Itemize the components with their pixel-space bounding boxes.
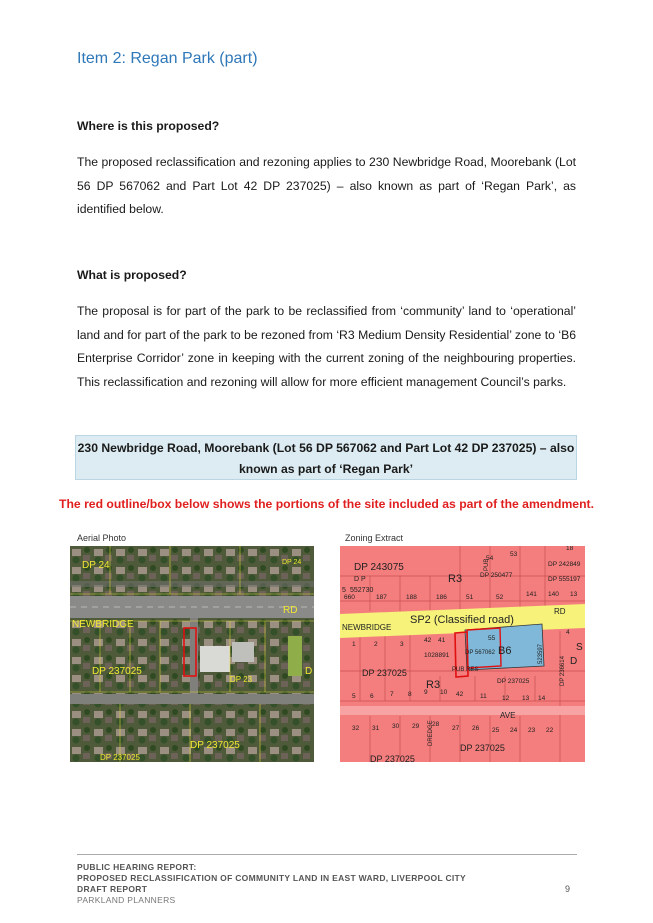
- zoning-extract-label: Zoning Extract: [345, 533, 404, 543]
- zone-text-r3-bottom: R3: [426, 679, 441, 691]
- zone-text-dp523597: 523597: [538, 643, 544, 664]
- lot-number-label: 30: [392, 723, 400, 730]
- lot-number-label: 2: [374, 641, 378, 648]
- section-heading-where: Where is this proposed?: [77, 119, 220, 133]
- lot-number-label: 55: [488, 635, 496, 642]
- caption-line-1: 230 Newbridge Road, Moorebank (Lot 56 DP 567062 and Part Lot 42 DP 237025) – also: [77, 441, 575, 455]
- lot-number-label: 25: [492, 727, 500, 734]
- zone-text-five: 5: [342, 587, 346, 594]
- lot-number-label: 10: [440, 689, 448, 696]
- zone-text-newbridge: NEWBRIDGE: [342, 623, 392, 632]
- amendment-note: The red outline/box below shows the portions of the site included as part of the amendment.: [59, 497, 594, 511]
- lot-number-label: 51: [466, 594, 474, 601]
- lot-number-label: 8: [408, 691, 412, 698]
- lot-number-label: 14: [538, 695, 546, 702]
- lot-number-label: 188: [406, 594, 417, 601]
- lot-number-label: 12: [502, 695, 510, 702]
- footer-divider: [77, 854, 577, 855]
- lot-number-label: 187: [376, 594, 387, 601]
- zone-text-pub-res: PUB RES: [452, 667, 479, 673]
- section-body-where: The proposed reclassification and rezoning applies to 230 Newbridge Road, Moorebank (Lot 56 DP 567062 and Part Lot 42 DP 237025) – also known as part of ‘Regan Park’, as identified below.: [77, 155, 576, 216]
- lot-number-label: 186: [436, 594, 447, 601]
- lot-number-label: 29: [412, 723, 420, 730]
- aerial-text-5: DP 237025: [92, 666, 142, 677]
- lot-number-label: 27: [452, 725, 460, 732]
- section-body-what: The proposal is for part of the park to be reclassified from ‘community’ land to ‘operational’ land and for part of the park to be rezoned from ‘R3 Medium Density Residential’ zone to ‘B6 Enterprise Corridor’ zone in keeping with the current zoning of the neighbouring properties. This reclassification and rezoning will allow for more efficient management Council’s parks.: [77, 304, 576, 389]
- lot-number-label: 53: [510, 551, 518, 558]
- footer-line-1: PUBLIC HEARING REPORT:: [77, 862, 197, 872]
- lot-number-label: 24: [510, 727, 518, 734]
- aerial-photo-label: Aerial Photo: [77, 533, 127, 543]
- aerial-text-8: DP 237025: [100, 753, 140, 762]
- zone-text-sp2: SP2 (Classified road): [410, 614, 514, 626]
- zone-text-r3-top: R3: [448, 573, 463, 585]
- zone-text-pub: PUB: [484, 558, 490, 571]
- zone-text-dp242849: DP 242849: [548, 561, 581, 568]
- zone-text-dp: D P: [354, 576, 366, 583]
- aerial-text-1: DP 24: [82, 560, 110, 571]
- lot-number-label: 18: [566, 546, 574, 552]
- lot-number-label: 7: [390, 691, 394, 698]
- zone-text-dp237025-c: DP 237025: [460, 743, 505, 753]
- zone-text-rd: RD: [554, 607, 566, 616]
- lot-number-label: 28: [432, 721, 440, 728]
- zone-text-dp1028891: 1028891: [424, 652, 450, 659]
- zone-text-dp243075: DP 243075: [354, 562, 404, 573]
- lot-number-label: 42: [456, 691, 464, 698]
- lot-number-label: 23: [528, 727, 536, 734]
- lot-number-label: 26: [472, 725, 480, 732]
- zone-text-dp552730: 552730: [350, 587, 374, 594]
- zone-text-dredge: DREDGE: [428, 720, 434, 746]
- zone-text-dp555197: DP 555197: [548, 576, 581, 583]
- zone-text-s: S: [576, 642, 583, 653]
- lot-number-label: 6: [370, 693, 374, 700]
- lot-number-label: 31: [372, 725, 380, 732]
- aerial-text-3: RD: [283, 605, 298, 616]
- zone-text-dp567062: DP 567062: [465, 650, 495, 656]
- aerial-text-7: DP 237025: [190, 740, 240, 751]
- zone-text-d: D: [570, 656, 578, 667]
- site-caption-box: [75, 435, 577, 480]
- lot-number-label: 41: [438, 637, 446, 644]
- aerial-photo-map: [70, 546, 314, 762]
- zone-text-dp237025-a: DP 237025: [362, 668, 407, 678]
- zone-text-dp250477: DP 250477: [480, 572, 513, 579]
- lot-number-label: 3: [400, 641, 404, 648]
- aerial-text-4: NEWBRIDGE: [72, 619, 134, 630]
- zone-text-dp237025-b: DP 237025: [497, 678, 530, 685]
- lot-number-label: 11: [480, 693, 487, 700]
- section-heading-what: What is proposed?: [77, 268, 187, 282]
- zone-text-b6: B6: [498, 645, 512, 657]
- lot-number-label: 4: [566, 629, 570, 636]
- aerial-text-2: DP 24: [282, 559, 302, 566]
- lot-number-label: 42: [424, 637, 432, 644]
- aerial-text-6: DP 23: [230, 675, 253, 684]
- lot-number-label: 140: [548, 591, 559, 598]
- zone-text-ave: AVE: [500, 711, 516, 720]
- lot-number-label: 52: [496, 594, 504, 601]
- zone-text-dp237025-d: DP 237025: [370, 754, 415, 762]
- lot-number-label: 13: [522, 695, 530, 702]
- footer-line-2: PROPOSED RECLASSIFICATION OF COMMUNITY LAND IN EAST WARD, LIVERPOOL CITY: [77, 873, 467, 883]
- footer-line-3: DRAFT REPORT: [77, 884, 148, 894]
- lot-number-label: 32: [352, 725, 360, 732]
- lot-number-label: 141: [526, 591, 537, 598]
- lot-number-label: 22: [546, 727, 554, 734]
- caption-line-2: known as part of ‘Regan Park’: [238, 462, 414, 476]
- lot-number-label: 660: [344, 594, 355, 601]
- page-number: 9: [565, 884, 571, 894]
- lot-number-label: 13: [570, 591, 578, 598]
- lot-number-label: 9: [424, 689, 428, 696]
- zoning-extract-map: [340, 546, 585, 762]
- footer-line-4: PARKLAND PLANNERS: [77, 895, 176, 905]
- zone-text-dp236614: DP 236614: [560, 656, 566, 686]
- aerial-text-9: D: [305, 666, 313, 677]
- lot-number-label: 1: [352, 641, 356, 648]
- page-title: Item 2: Regan Park (part): [77, 50, 258, 67]
- lot-number-label: 54: [486, 555, 494, 562]
- lot-number-label: 5: [352, 693, 356, 700]
